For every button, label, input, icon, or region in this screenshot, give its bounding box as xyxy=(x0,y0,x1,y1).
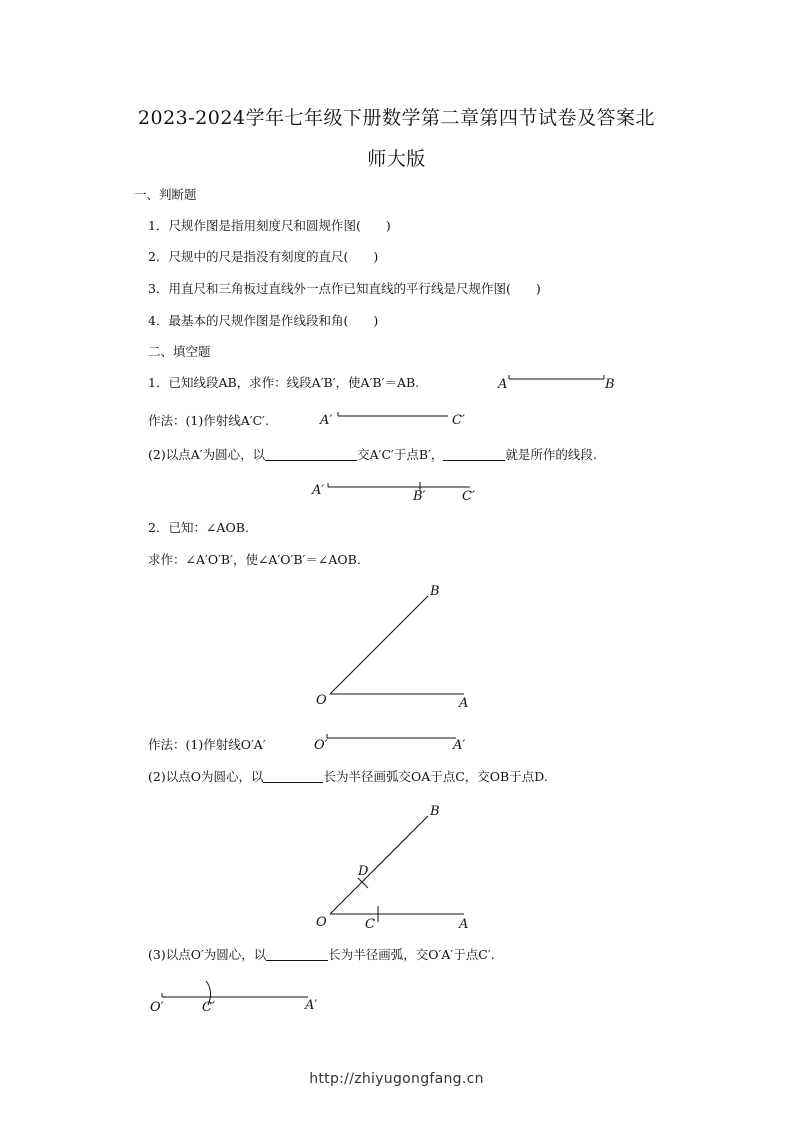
q2-fig1-label-a: A xyxy=(459,696,469,711)
q2-step1-label-o: O′ xyxy=(314,738,328,753)
q2-fig2-label-c: C xyxy=(365,917,375,932)
q2-step2-blank[interactable] xyxy=(263,770,323,783)
q2-step3-blank[interactable] xyxy=(266,948,328,961)
q2-fig2-label-d: D xyxy=(358,864,369,879)
q2-given: 2．已知：∠AOB. xyxy=(148,520,249,535)
q2-step2 xyxy=(148,769,548,785)
q2-ray-arc-figure xyxy=(148,975,328,1019)
judgement-item-2: 2．尺规中的尺是指没有刻度的直尺( ) xyxy=(148,249,379,264)
q2-fig1-label-b: B xyxy=(430,584,440,599)
q2-fig2-label-b: B xyxy=(430,804,440,819)
q1-step1-label-c: C′ xyxy=(452,413,465,428)
q2-arc-construction-figure xyxy=(312,800,482,932)
q2-fig1-label-o: O xyxy=(316,693,327,708)
q2-task: 求作：∠A′O′B′，使∠A′O′B′＝∠AOB. xyxy=(148,552,361,567)
q2-fig2-label-a: A xyxy=(459,917,469,932)
judgement-item-3: 3．用直尺和三角板过直线外一点作已知直线的平行线是尺规作图( ) xyxy=(148,281,541,296)
page-title-line2: 师大版 xyxy=(367,148,426,170)
q1-step2 xyxy=(148,447,597,463)
section-heading-judgement: 一、判断题 xyxy=(134,187,197,202)
q1-step2-blank-1[interactable] xyxy=(265,448,357,461)
q2-step1: 作法：(1)作射线O′A′ xyxy=(148,737,266,752)
q2-step3 xyxy=(148,947,495,963)
q1-step2-blank-2[interactable] xyxy=(443,448,505,461)
q2-fig2-label-o: O xyxy=(316,915,327,930)
q1-label-b: B xyxy=(605,377,615,392)
judgement-item-4: 4．最基本的尺规作图是作线段和角( ) xyxy=(148,313,379,328)
q2-fig3-label-a: A′ xyxy=(305,998,318,1013)
q1-step2-text-c: 就是所作的线段. xyxy=(505,447,597,462)
q1-step2-text-b: 交A′C′于点B′， xyxy=(357,447,444,462)
q1-step1: 作法：(1)作射线A′C′. xyxy=(148,413,269,428)
q2-step3-text-b: 长为半径画弧，交O′A′于点C′. xyxy=(328,947,495,962)
q2-ray-oa-figure xyxy=(312,730,472,756)
q2-step2-text-a: (2)以点O为圆心，以 xyxy=(148,769,264,784)
q1-statement: 1．已知线段AB，求作：线段A′B′，使A′B′＝AB. xyxy=(148,375,420,390)
q2-step1-label-a: A′ xyxy=(453,738,466,753)
q1-ray-ac-figure xyxy=(318,406,488,432)
q1-label-a: A xyxy=(498,377,508,392)
q1-step2-label-b: B′ xyxy=(413,489,426,504)
q2-fig3-label-o: O′ xyxy=(150,1000,164,1015)
q1-segment-construction-figure xyxy=(310,478,490,506)
q1-step1-label-a: A′ xyxy=(320,413,333,428)
q1-segment-ab-figure xyxy=(494,370,624,394)
judgement-item-1: 1．尺规作图是指用刻度尺和圆规作图( ) xyxy=(148,218,391,233)
q2-step2-text-b: 长为半径画弧交OA于点C，交OB于点D. xyxy=(323,769,548,784)
footer-url[interactable]: http://zhiyugongfang.cn xyxy=(309,1071,484,1087)
q1-step2-label-a: A′ xyxy=(312,483,325,498)
q1-step2-label-c: C′ xyxy=(462,489,475,504)
q2-step3-text-a: (3)以点O′为圆心，以 xyxy=(148,947,267,962)
page-title-line1: 2023-2024学年七年级下册数学第二章第四节试卷及答案北 xyxy=(137,107,656,129)
q2-fig3-label-c: C′ xyxy=(202,1000,215,1015)
q1-step2-text-a: (2)以点A′为圆心，以 xyxy=(148,447,266,462)
section-heading-fill: 二、填空题 xyxy=(148,344,211,359)
q2-angle-aob-figure xyxy=(312,580,482,710)
